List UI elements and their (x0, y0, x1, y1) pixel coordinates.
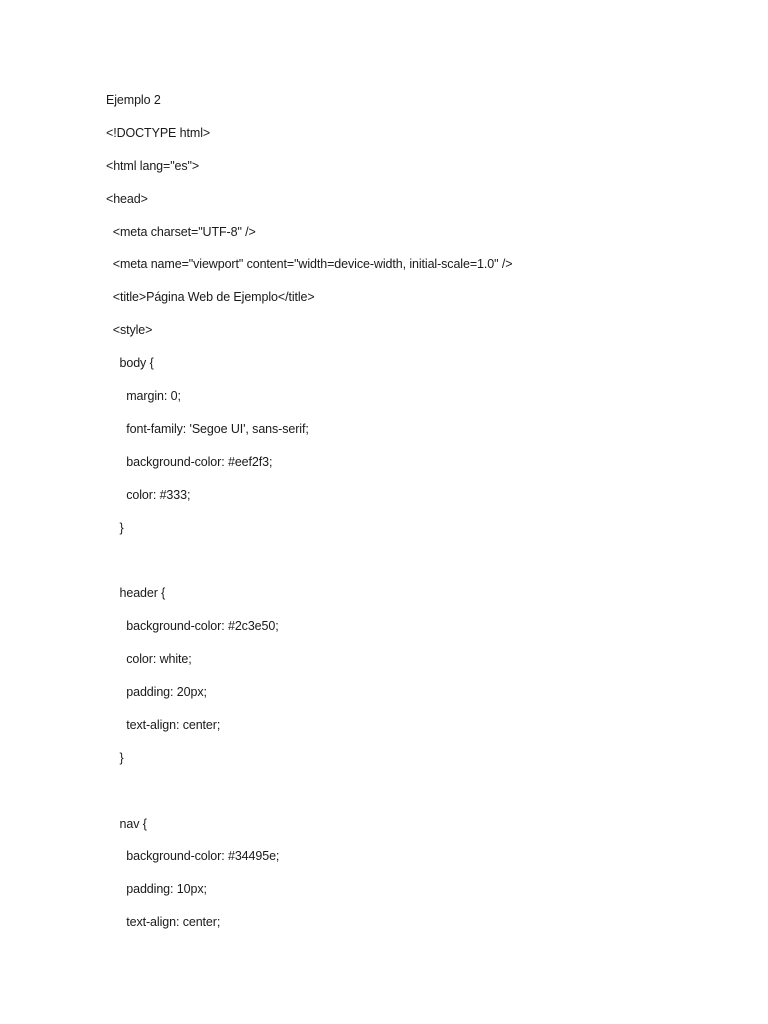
code-line: <!DOCTYPE html> (106, 125, 211, 140)
code-line: color: white; (106, 652, 192, 667)
code-line: padding: 20px; (106, 685, 207, 700)
code-line: <style> (106, 323, 153, 338)
code-line: text-align: center; (106, 915, 221, 930)
code-line: header { (106, 586, 166, 601)
code-line: background-color: #34495e; (106, 849, 280, 864)
blank-line (106, 781, 726, 814)
code-line: nav { (106, 816, 147, 831)
code-line: <meta name="viewport" content="width=device-width, initial-scale=1.0" /> (106, 257, 513, 272)
code-line: padding: 10px; (106, 882, 207, 897)
code-line: <html lang="es"> (106, 158, 200, 173)
code-line: body { (106, 356, 154, 371)
code-line: <title>Página Web de Ejemplo</title> (106, 290, 315, 305)
code-line: background-color: #2c3e50; (106, 619, 279, 634)
code-line: <meta charset="UTF-8" /> (106, 224, 256, 239)
code-line: text-align: center; (106, 717, 221, 732)
code-line: margin: 0; (106, 389, 181, 404)
blank-line (106, 550, 726, 583)
code-line: font-family: 'Segoe UI', sans-serif; (106, 421, 309, 436)
code-line: background-color: #eef2f3; (106, 454, 273, 469)
document-body (106, 90, 726, 945)
code-line: } (106, 520, 124, 535)
code-line: <head> (106, 191, 148, 206)
code-line: color: #333; (106, 487, 191, 502)
code-line: } (106, 750, 124, 765)
document-heading: Ejemplo 2 (106, 93, 161, 107)
